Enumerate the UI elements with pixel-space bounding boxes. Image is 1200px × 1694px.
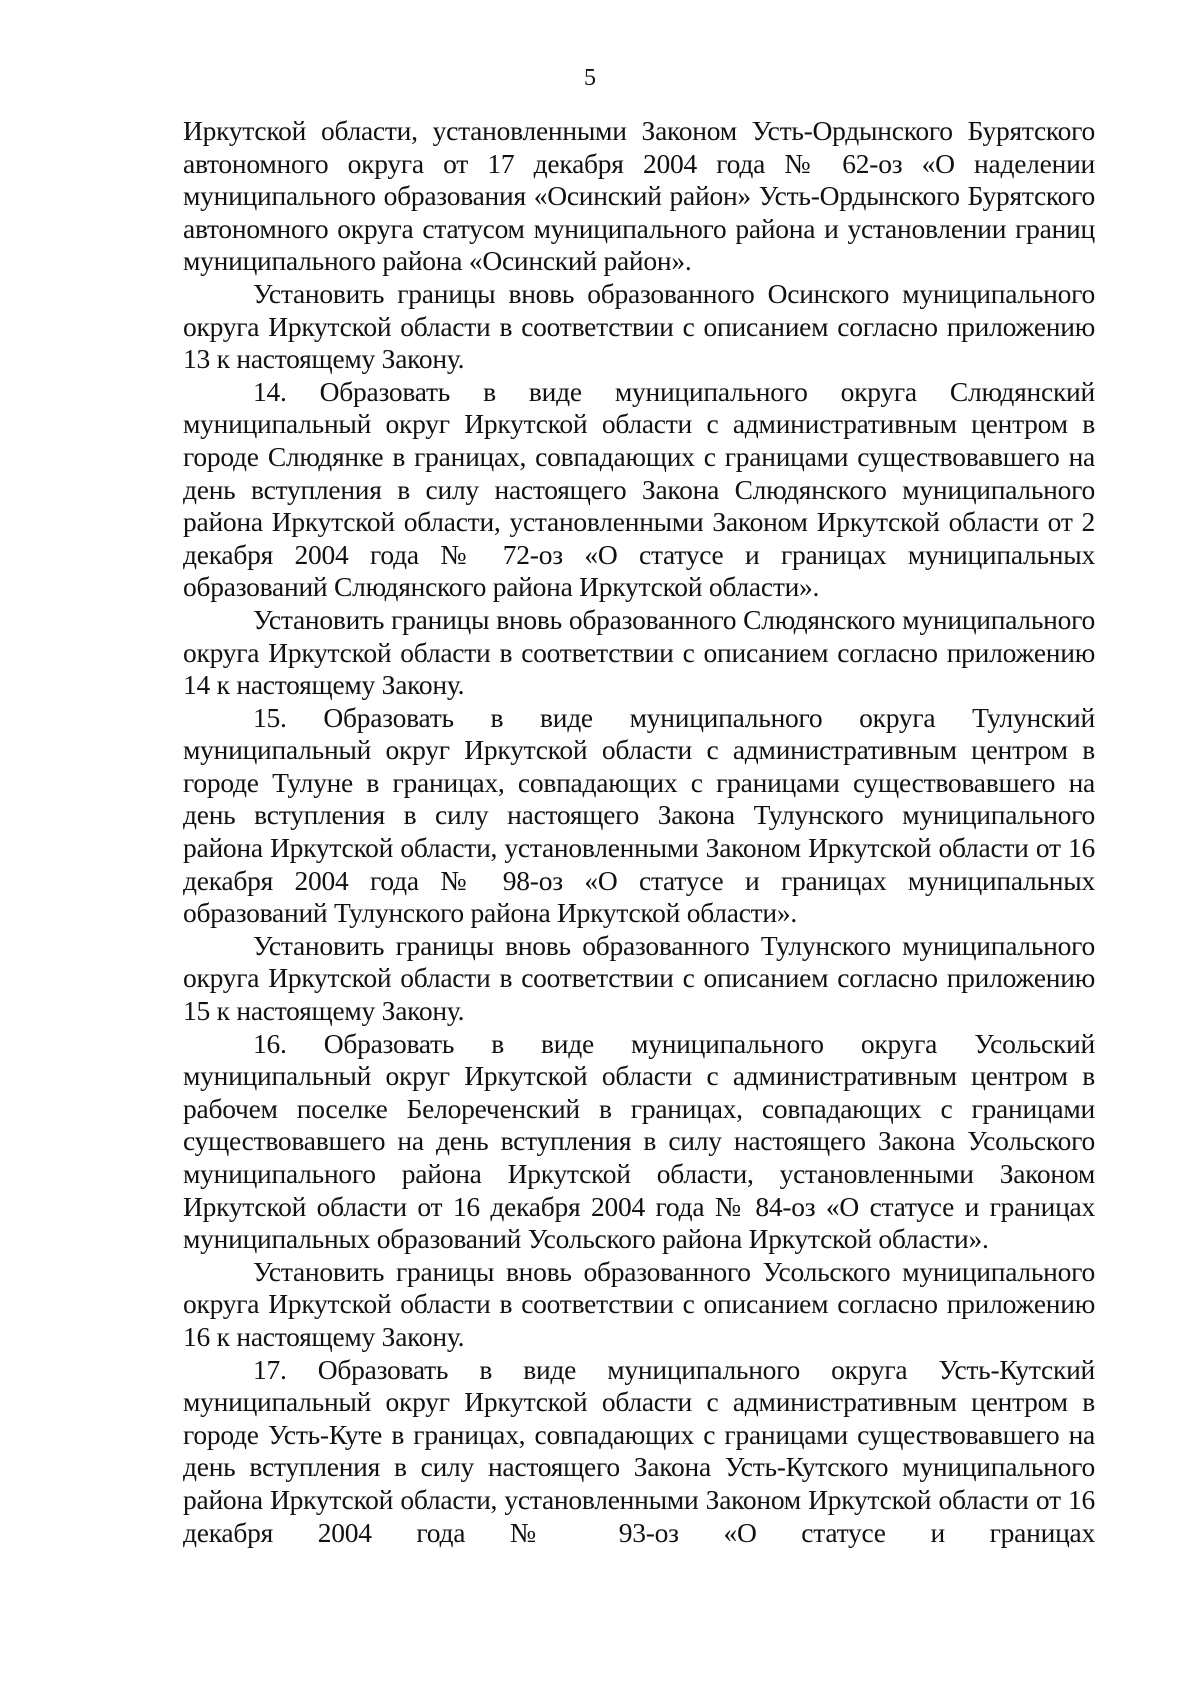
paragraph-item-17: 17. Образовать в виде муниципального округа Усть-Кутский муниципальный округ Иркутской области с административным центром в городе Усть-Куте в границах, совпадающих с границами существовавшего на день вступления в силу настоящего Закона Усть-Кутского муниципального района Иркутской области, установленными Законом Иркутской области от 16 декабря 2004 года № 93-оз «О статусе и границах [183, 1353, 1095, 1548]
paragraph-boundaries-slyudyansky: Установить границы вновь образованного Слюдянского муниципального округа Иркутской области в соответствии с описанием согласно приложению 14 к настоящему Закону. [183, 603, 1095, 701]
paragraph-boundaries-tulunsky: Установить границы вновь образованного Тулунского муниципального округа Иркутской области в соответствии с описанием согласно приложению 15 к настоящему Закону. [183, 929, 1095, 1027]
paragraph-boundaries-osinsky: Установить границы вновь образованного Осинского муниципального округа Иркутской области в соответствии с описанием согласно приложению 13 к настоящему Закону. [183, 277, 1095, 375]
paragraph-continuation: Иркутской области, установленными Законом Усть-Ордынского Бурятского автономного округа от 17 декабря 2004 года № 62-оз «О наделении муниципального образования «Осинский район» Усть-Ордынского Бурятского автономного округа статусом муниципального района и установлении границ муниципального района «Осинский район». [183, 115, 1095, 277]
paragraph-boundaries-usolsky: Установить границы вновь образованного Усольского муниципального округа Иркутской области в соответствии с описанием согласно приложению 16 к настоящему Закону. [183, 1255, 1095, 1352]
document-body [183, 115, 1095, 1549]
paragraph-item-16: 16. Образовать в виде муниципального округа Усольский муниципальный округ Иркутской области с административным центром в рабочем поселке Белореченский в границах, совпадающих с границами существовавшего на день вступления в силу настоящего Закона Усольского муниципального района Иркутской области, установленными Законом Иркутской области от 16 декабря 2004 года № 84-оз «О статусе и границах муниципальных образований Усольского района Иркутской области». [183, 1027, 1095, 1255]
paragraph-item-15: 15. Образовать в виде муниципального округа Тулунский муниципальный округ Иркутской области с административным центром в городе Тулуне в границах, совпадающих с границами существовавшего на день вступления в силу настоящего Закона Тулунского муниципального района Иркутской области, установленными Законом Иркутской области от 16 декабря 2004 года № 98-оз «О статусе и границах муниципальных образований Тулунского района Иркутской области». [183, 701, 1095, 929]
paragraph-item-14: 14. Образовать в виде муниципального округа Слюдянский муниципальный округ Иркутской области с административным центром в городе Слюдянке в границах, совпадающих с границами существовавшего на день вступления в силу настоящего Закона Слюдянского муниципального района Иркутской области, установленными Законом Иркутской области от 2 декабря 2004 года № 72-оз «О статусе и границах муниципальных образований Слюдянского района Иркутской области». [183, 375, 1095, 603]
page-number: 5 [584, 65, 596, 91]
